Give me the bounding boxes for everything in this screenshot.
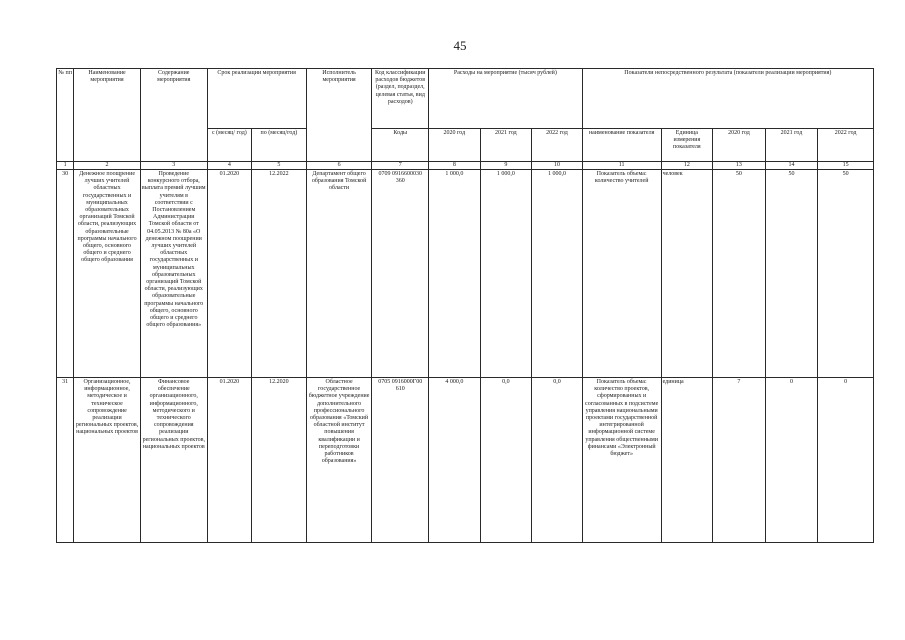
column-number: 9 — [480, 162, 532, 170]
row-ind-2020: 7 — [713, 378, 766, 543]
row-exp-2020: 1 000,0 — [429, 170, 481, 378]
column-number: 6 — [306, 162, 372, 170]
header-ind-unit: Единица измерения показателя — [661, 129, 713, 162]
row-no: 30 — [57, 170, 74, 378]
row-executor: Департамент общего образования Томской области — [306, 170, 372, 378]
row-exp-2021: 1 000,0 — [480, 170, 532, 378]
row-ind-2020: 50 — [713, 170, 766, 378]
row-exp-2022: 1 000,0 — [532, 170, 583, 378]
header-row-1 — [57, 69, 874, 129]
row-ind-2021: 50 — [765, 170, 818, 378]
column-number: 14 — [765, 162, 818, 170]
row-content: Проведение конкурсного отбора, выплата премий лучшим учителям в соответствии с Постановлением Администрации Томской области от 04.05.2013 № 80а «О денежном поощрении лучших учителей областных государственных и муниципальных образовательных организаций Томской области, реализующих образовательные программы начального общего, основного общего и среднего общего образования» — [140, 170, 207, 378]
header-ind-2021: 2021 год — [765, 129, 818, 162]
row-code: 0705 0916000Г00 610 — [372, 378, 429, 543]
row-exp-2022: 0,0 — [532, 378, 583, 543]
table-row — [57, 170, 874, 378]
column-number: 13 — [713, 162, 766, 170]
column-number: 3 — [140, 162, 207, 170]
column-number: 5 — [252, 162, 307, 170]
column-number: 11 — [582, 162, 661, 170]
header-no: № пп — [57, 69, 74, 162]
header-exp-2022: 2022 год — [532, 129, 583, 162]
header-executor: Исполнитель мероприятия — [306, 69, 372, 162]
column-number: 12 — [661, 162, 713, 170]
header-ind-name: наименование показателя — [582, 129, 661, 162]
header-expenses: Расходы на мероприятие (тысяч рублей) — [429, 69, 583, 129]
row-indicator-name: Показатель объема: количество учителей — [582, 170, 661, 378]
row-exp-2021: 0,0 — [480, 378, 532, 543]
header-term-from: с (месяц/ год) — [207, 129, 251, 162]
row-name: Денежное поощрение лучших учителей областных государственных и муниципальных образовательных организаций Томской области, реализующих образовательные программы начального общего, основного общего и среднего общего образования — [74, 170, 141, 378]
row-term-from: 01.2020 — [207, 170, 251, 378]
column-number: 4 — [207, 162, 251, 170]
header-ind-2020: 2020 год — [713, 129, 766, 162]
header-indicators: Показатели непосредственного результата (показатели реализации мероприятия) — [582, 69, 873, 129]
header-term-to: по (месяц/год) — [252, 129, 307, 162]
header-codes: Коды — [372, 129, 429, 162]
header-ind-2022: 2022 год — [818, 129, 874, 162]
column-number: 8 — [429, 162, 481, 170]
header-code: Код классификации расходов бюджетов (раздел, подраздел, целевая статья, вид расходов) — [372, 69, 429, 129]
row-term-to: 12.2022 — [252, 170, 307, 378]
row-term-to: 12.2020 — [252, 378, 307, 543]
row-exp-2020: 4 000,0 — [429, 378, 481, 543]
header-name: Наименование мероприятия — [74, 69, 141, 162]
row-indicator-unit: единица — [661, 378, 713, 543]
row-indicator-name: Показатель объема: количество проектов, сформированных и согласованных в подсистеме управления национальными проектами государственной интегрированной информационной системе управления общественными финансами «Электронный бюджет» — [582, 378, 661, 543]
column-number-row — [57, 162, 874, 170]
row-code: 0709 0916600030 360 — [372, 170, 429, 378]
row-term-from: 01.2020 — [207, 378, 251, 543]
column-number: 7 — [372, 162, 429, 170]
row-indicator-unit: человек — [661, 170, 713, 378]
header-exp-2020: 2020 год — [429, 129, 481, 162]
column-number: 15 — [818, 162, 874, 170]
page-number: 45 — [453, 38, 467, 53]
header-content: Содержание мероприятия — [140, 69, 207, 162]
row-ind-2022: 0 — [818, 378, 874, 543]
column-number: 2 — [74, 162, 141, 170]
row-ind-2022: 50 — [818, 170, 874, 378]
row-executor: Областное государственное бюджетное учреждение дополнительного профессионального образования «Томский областной институт повышения квалификации и переподготовки работников образования» — [306, 378, 372, 543]
column-number: 1 — [57, 162, 74, 170]
column-number: 10 — [532, 162, 583, 170]
row-content: Финансовое обеспечение организационного, информационного, методического и технического сопровождения реализации региональных проектов, национальных проектов — [140, 378, 207, 543]
row-no: 31 — [57, 378, 74, 543]
table-row — [57, 378, 874, 543]
measures-table — [56, 68, 874, 543]
header-exp-2021: 2021 год — [480, 129, 532, 162]
header-term: Срок реализации мероприятия — [207, 69, 306, 129]
row-ind-2021: 0 — [765, 378, 818, 543]
row-name: Организационное, информационное, методическое и техническое сопровождение реализации региональных проектов, национальных проектов — [74, 378, 141, 543]
